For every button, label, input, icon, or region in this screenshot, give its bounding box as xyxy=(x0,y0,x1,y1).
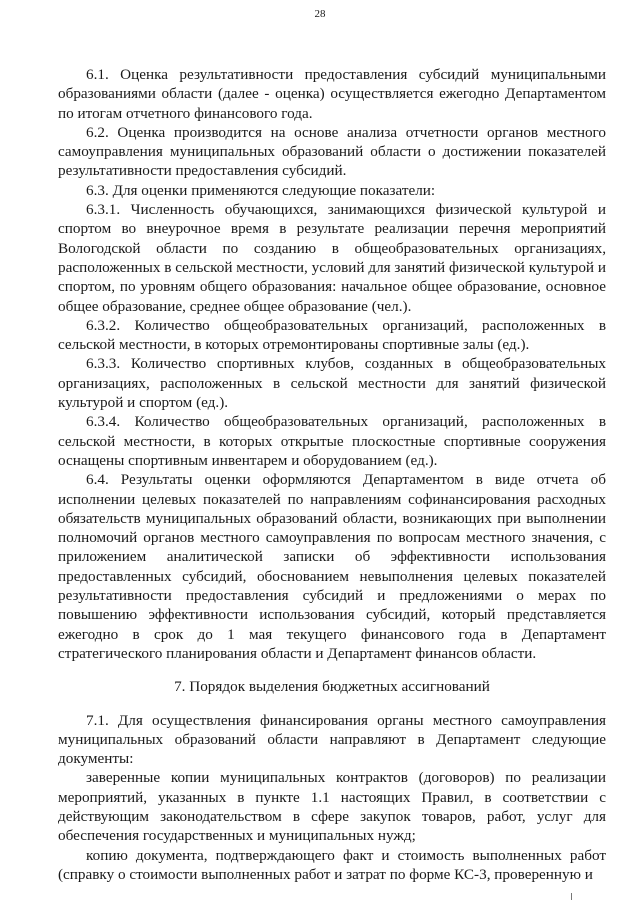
paragraph-6-1: 6.1. Оценка результативности предоставления субсидий муниципальными образованиями области (далее - оценка) осуществляется ежегодно Департаментом по итогам отчетного финансового года. xyxy=(58,66,606,122)
paragraph-6-3: 6.3. Для оценки применяются следующие показатели: xyxy=(86,181,436,199)
paragraph-6-2: 6.2. Оценка производится на основе анализа отчетности органов местного самоуправления муниципальных образований области о достижении показателей результативности предоставления субсидий. xyxy=(58,123,606,180)
document-body xyxy=(58,65,606,884)
paragraph-7-1: 7.1. Для осуществления финансирования органы местного самоуправления муниципальных образований области направляют в Департамент следующие документы: xyxy=(58,711,606,768)
section-7-heading: 7. Порядок выделения бюджетных ассигнований xyxy=(174,678,490,696)
page-number: 28 xyxy=(314,8,326,20)
paragraph-6-4: 6.4. Результаты оценки оформляются Департаментом в виде отчета об исполнении целевых показателей по направлениям софинансирования расходных обязательств муниципальных образований области, возникающих при выполнении полномочий органов местного самоуправления по вопросам местного значения, с приложением аналитической записки об эффективности использования предоставленных субсидий, обоснованием невыполнения целевых показателей результативности предоставления субсидий и предложениями о мерах по повышению эффективности использования субсидий, который представляется ежегодно в срок до 1 мая текущего финансового года в Департамент стратегического планирования области и Департамент финансов области. xyxy=(58,471,606,662)
paragraph-6-3-2: 6.3.2. Количество общеобразовательных организаций, расположенных в сельской местности, в которых отремонтированы спортивные залы (ед.). xyxy=(58,316,606,354)
paragraph-7-1-item-contracts: заверенные копии муниципальных контрактов (договоров) по реализации мероприятий, указанных в пункте 1.1 настоящих Правил, в соответствии с действующим законодательством в сфере закупок товаров, работ, услуг для обеспечения государственных и муниципальных нужд; xyxy=(58,769,606,845)
paragraph-6-3-1: 6.3.1. Численность обучающихся, занимающихся физической культурой и спортом во внеурочное время в результате реализации перечня мероприятий Вологодской области по созданию в общеобразовательных организациях, расположенных в сельской местности, условий для занятий физической культурой и спортом, по уровням общего образования: начальное общее образование, основное общее образование, среднее общее образование (чел.). xyxy=(58,201,606,315)
paragraph-6-3-4: 6.3.4. Количество общеобразовательных организаций, расположенных в сельской местности, в которых открытые плоскостные спортивные сооружения оснащены спортивным инвентарем и оборудованием (ед.). xyxy=(58,413,606,469)
scan-mark xyxy=(571,893,572,900)
paragraph-6-3-3: 6.3.3. Количество спортивных клубов, созданных в общеобразовательных организациях, расположенных в сельской местности для занятий физической культурой и спортом (ед.). xyxy=(58,355,606,412)
paragraph-7-1-item-documents: копию документа, подтверждающего факт и стоимость выполненных работ (справку о стоимости выполненных работ и затрат по форме КС-3, проверенную и xyxy=(58,846,606,883)
